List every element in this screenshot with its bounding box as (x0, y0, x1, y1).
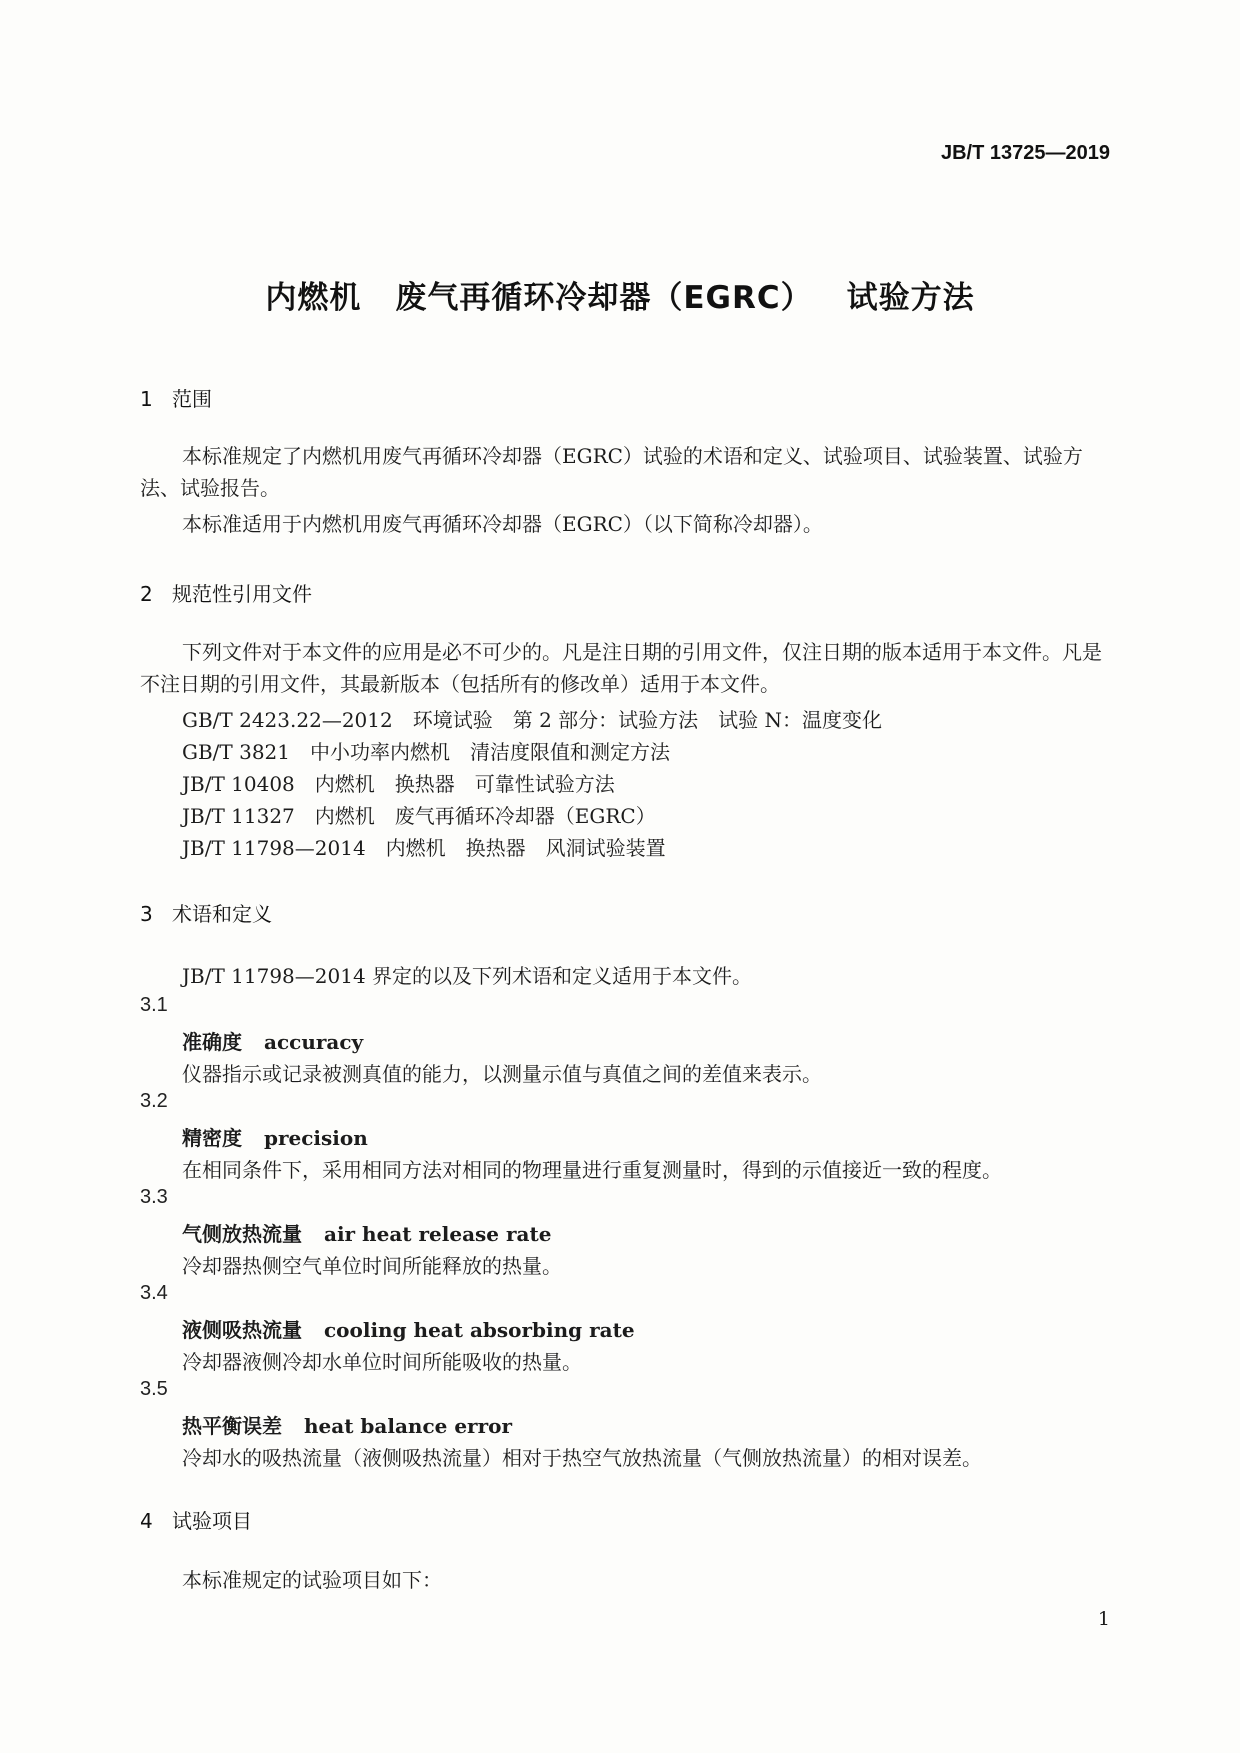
term-heading (182, 1314, 635, 1343)
reference-code: GB/T 3821 (182, 740, 291, 764)
reference-item (182, 768, 615, 797)
section-1-heading (140, 383, 212, 412)
section-title: 范围 (172, 387, 212, 411)
paragraph-text: 下列文件对于本文件的应用是必不可少的。凡是注日期的引用文件，仅注日期的版本适用于本文件。凡是不注日期的引用文件，其最新版本（包括所有的修改单）适用于本文件。 (140, 640, 1102, 696)
reference-code: JB/T 11798—2014 (182, 836, 366, 860)
section-3-heading (140, 898, 272, 927)
term-heading (182, 1410, 512, 1439)
term-definition: 冷却器液侧冷却水单位时间所能吸收的热量。 (182, 1350, 582, 1374)
document-title (0, 272, 1240, 317)
page-number: 1 (1097, 1608, 1110, 1630)
section-number: 1 (140, 387, 153, 411)
reference-title: 环境试验 第 2 部分：试验方法 试验 N：温度变化 (412, 708, 883, 732)
title-part-method: 试验方法 (846, 280, 975, 316)
reference-item (182, 800, 656, 829)
section-title: 术语和定义 (172, 902, 272, 926)
reference-code: JB/T 10408 (182, 772, 295, 796)
term-en: air heat release rate (324, 1222, 552, 1246)
term-en: cooling heat absorbing rate (324, 1318, 635, 1342)
term-zh: 液侧吸热流量 (182, 1318, 302, 1342)
term-heading (182, 1218, 551, 1247)
term-zh: 精密度 (182, 1126, 242, 1150)
term-en: precision (264, 1126, 368, 1150)
section-number: 3 (140, 902, 153, 926)
term-definition: 在相同条件下，采用相同方法对相同的物理量进行重复测量时，得到的示值接近一致的程度。 (182, 1158, 1002, 1182)
clause-number: 3.1 (140, 994, 168, 1016)
term-heading (182, 1122, 368, 1151)
term-definition: 冷却器热侧空气单位时间所能释放的热量。 (182, 1254, 562, 1278)
section-number: 2 (140, 582, 153, 606)
section-number: 4 (140, 1509, 153, 1533)
reference-item (182, 704, 882, 733)
term-en: accuracy (264, 1030, 364, 1054)
reference-item (182, 832, 666, 861)
term-en: heat balance error (304, 1414, 513, 1438)
term-zh: 准确度 (182, 1030, 242, 1054)
title-part-egrc: 废气再循环冷却器（EGRC） (395, 280, 813, 316)
section-1-paragraph-1 (140, 440, 1118, 504)
section-4-heading (140, 1505, 252, 1534)
term-zh: 热平衡误差 (182, 1414, 282, 1438)
clause-number: 3.4 (140, 1282, 168, 1304)
clause-number: 3.5 (140, 1378, 168, 1400)
reference-code: GB/T 2423.22—2012 (182, 708, 393, 732)
clause-number: 3.3 (140, 1186, 168, 1208)
reference-title: 内燃机 换热器 风洞试验装置 (385, 836, 666, 860)
term-definition: 冷却水的吸热流量（液侧吸热流量）相对于热空气放热流量（气侧放热流量）的相对误差。 (182, 1446, 982, 1470)
section-title: 规范性引用文件 (172, 582, 312, 606)
standard-number: JB/T 13725—2019 (940, 142, 1110, 164)
section-1-paragraph-2: 本标准适用于内燃机用废气再循环冷却器（EGRC）（以下简称冷却器）。 (182, 512, 823, 536)
clause-number: 3.2 (140, 1090, 168, 1112)
term-heading (182, 1026, 363, 1055)
section-3-intro: JB/T 11798—2014 界定的以及下列术语和定义适用于本文件。 (182, 964, 753, 988)
term-zh: 气侧放热流量 (182, 1222, 302, 1246)
term-definition: 仪器指示或记录被测真值的能力，以测量示值与真值之间的差值来表示。 (182, 1062, 822, 1086)
reference-title: 中小功率内燃机 清洁度限值和测定方法 (310, 740, 671, 764)
reference-title: 内燃机 换热器 可靠性试验方法 (314, 772, 615, 796)
title-part-engine: 内燃机 (265, 280, 362, 316)
reference-code: JB/T 11327 (182, 804, 295, 828)
reference-title: 内燃机 废气再循环冷却器（EGRC） (314, 804, 656, 828)
section-2-intro (140, 636, 1118, 700)
paragraph-text: 本标准规定了内燃机用废气再循环冷却器（EGRC）试验的术语和定义、试验项目、试验装置、试验方法、试验报告。 (140, 444, 1083, 500)
section-2-heading (140, 578, 312, 607)
section-4-intro: 本标准规定的试验项目如下： (182, 1568, 442, 1592)
section-title: 试验项目 (172, 1509, 252, 1533)
reference-item (182, 736, 670, 765)
